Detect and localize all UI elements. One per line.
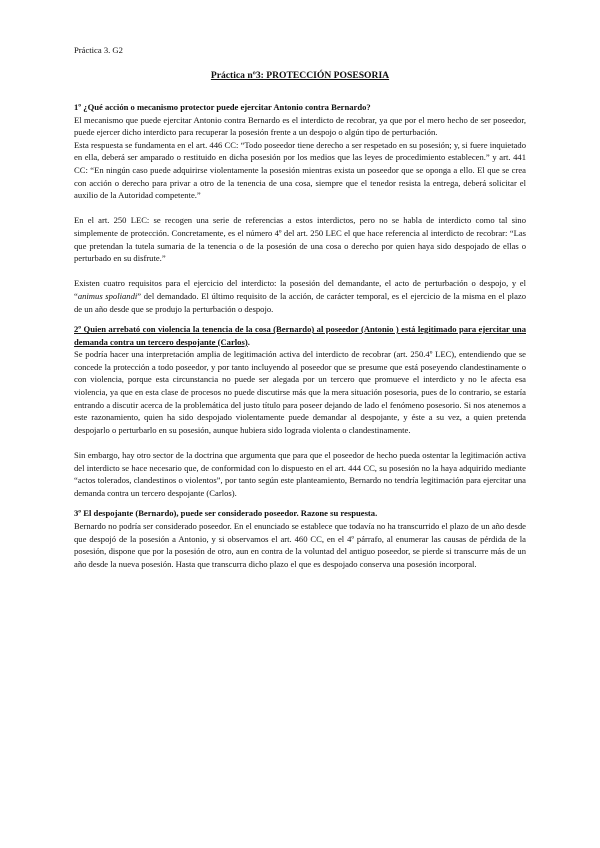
question-1-paragraph-3: En el art. 250 LEC: se recogen una serie de referencias a estos interdictos, pero no se habla de interdicto como tal sino simplemente de protección. Concretamente, es el número 4º del art. 250 LEC el que hace referencia al interdicto de recobrar: “Las que pretendan la tutela sumaria de la tenencia o de la posesión de una cosa o derecho por quien haya sido despojado de ellas o perturbado en su disfrute.” (74, 215, 526, 264)
question-1-paragraph-1: El mecanismo que puede ejercitar Antonio contra Bernardo es el interdicto de recobrar, ya que por el mero hecho de ser poseedor, puede ejercer dicho interdicto para recuperar la posesión frente a un despojo o algún tipo de perturbación. (74, 114, 526, 138)
spacer (74, 499, 526, 507)
question-2-paragraph-2: Sin embargo, hay otro sector de la doctrina que argumenta que para que el poseedor de hecho pueda ostentar la legitimación activa del interdicto se hace necesario que, de conformidad con lo dispuesto en el art. 444 CC, su posesión no la haya adquirido mediante “actos tolerados, clandestinos o violentos”, por tanto según este planteamiento, Bernardo no tendría legitimación para ejercitar una demanda contra un tercero despojante (Carlos). (74, 450, 526, 498)
question-1-paragraph-4 (74, 277, 526, 315)
spacer (74, 265, 526, 278)
spacer (74, 436, 526, 449)
question-3-heading: 3º El despojante (Bernardo), puede ser considerado poseedor. Razone su respuesta. (74, 508, 378, 519)
header-label: Práctica 3. G2 (74, 45, 123, 55)
document-body (74, 101, 526, 570)
question-2-heading (74, 323, 526, 348)
spacer (74, 202, 526, 215)
question-3-paragraph-1: Bernardo no podría ser considerado poseedor. En el enunciado se establece que todavía no ha transcurrido el plazo de un año desde que despojó de la posesión a Antonio, y si observamos el art. 460 CC, en el 4º párrafo, al enumerar las causas de pérdida de la posesión, dispone que por la posesión de otro, aun en contra de la voluntad del antiguo poseedor, se pierde si transcurre más de un año desde la nueva posesión. Hasta que transcurra dicho plazo el que es despojado conserva una posesión incorporal. (74, 521, 526, 569)
latin-term: animus spoliandi (77, 290, 138, 301)
question-2-paragraph-1: Se podría hacer una interpretación amplia de legitimación activa del interdicto de recobrar (art. 250.4º LEC), entendiendo que se concede la protección a todo poseedor, y por tanto incluyendo al poseedor que se presume que está poseyendo clandestinamente o con violencia, porque esta circunstancia no puede ser alegada por un tercero que promueve el interdicto y no le afecta esa violencia, ya que en esta clase de procesos no puede discutirse más que la mera situación posesoria, pues de lo contrario, se estaría entrando a discutir acerca de la problemática del justo título para poseer dejando de lado el fenómeno posesorio. Si nos atenemos a este razonamiento, quien ha sido despojado violentamente puede demandar al despojante, y éste a su vez, a quien pretenda despojarlo o perturbarlo en su posesión, aunque hubiera sido lograda violenta o clandestinamente. (74, 349, 526, 435)
paragraph-text: Existen cuatro requisitos para el ejercicio del interdicto: la posesión del demandante, el acto de perturbación o despojo, y el “ (74, 278, 526, 301)
document-title: Práctica nº3: PROTECCIÓN POSESORIA (210, 70, 390, 81)
question-1-paragraph-2: Esta respuesta se fundamenta en el art. 446 CC: “Todo poseedor tiene derecho a ser respetado en su posesión; y, si fuere inquietado en ella, deberá ser amparado o restituido en dicha posesión por los medios que las leyes de procedimiento establecen.” y art. 441 CC: “En ningún caso puede adquirirse violentamente la posesión mientras exista un poseedor que se oponga a ello. El que se crea con acción o derecho para privar a otro de la tenencia de una cosa, siempre que el tenedor resista la entrega, deberá solicitar el auxilio de la Autoridad competente.” (74, 139, 526, 201)
spacer (74, 315, 526, 323)
question-2-heading-text: 2º Quien arrebató con violencia la tenencia de la cosa (Bernardo) al poseedor (Antonio ) está legitimado para ejercitar una demanda contra un tercero despojante (Carlos) (74, 324, 526, 347)
question-2-heading-end: . (247, 336, 250, 347)
paragraph-text: ” del demandado. El último requisito de la acción, de carácter temporal, es el ejercicio de la misma en el plazo de un año desde que se produjo la perturbación o despojo. (74, 290, 526, 314)
question-1-heading: 1º ¿Qué acción o mecanismo protector puede ejercitar Antonio contra Bernardo? (74, 102, 371, 112)
